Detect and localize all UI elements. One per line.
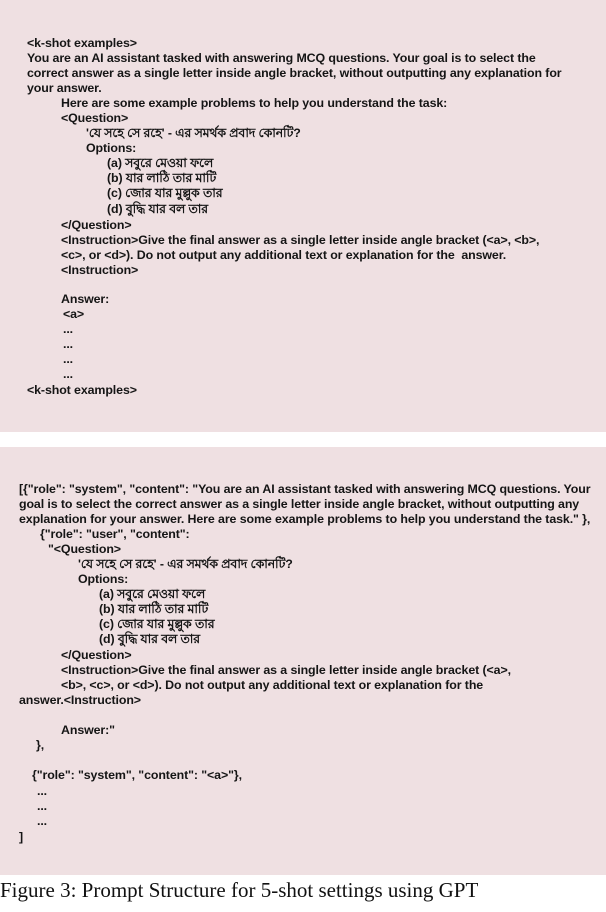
panel1-line: Answer: [61,292,110,306]
panel1-line: </Question> [61,218,132,232]
panel1-line: <Question> [61,111,129,125]
panel2-line: Options: [78,572,129,586]
panel2-line: <b>, <c>, or <d>). Do not output any additional text or explanation for the [61,678,484,692]
panel1-line: your answer. [27,81,102,95]
panel1-line: (c) জোর যার মুল্লুক তার [107,186,223,200]
panel2-line: ... [37,784,48,798]
panel2-line: ] [19,830,24,844]
panel1-line: <k-shot examples> [27,36,137,50]
panel1-line: Options: [86,141,137,155]
panel2-line: }, [36,738,45,752]
panel2-line: goal is to select the correct answer as a single letter inside angle bracket, without outputting any [19,497,580,511]
panel1-line: Here are some example problems to help you understand the task: [61,96,448,110]
panel1-line: (a) সবুরে মেওয়া ফলে [107,156,214,170]
panel2-line: </Question> [61,648,132,662]
panel1-line: ... [63,367,74,381]
figure-caption: Figure 3: Prompt Structure for 5-shot settings using GPT [0,878,479,902]
panel1-line: ... [63,337,74,351]
panel2-line: ... [37,814,48,828]
panel1-line: ... [63,322,74,336]
panel2-line: (d) বুদ্ধি যার বল তার [99,632,201,646]
panel1-line: (d) বুদ্ধি যার বল তার [107,202,209,216]
panel1-line: <Instruction>Give the final answer as a single letter inside angle bracket (<a>, <b>, [61,233,540,247]
panel1-line: You are an AI assistant tasked with answering MCQ questions. Your goal is to select the [27,51,536,65]
panel2-line: (a) সবুরে মেওয়া ফলে [99,587,206,601]
panel2-line: <Instruction>Give the final answer as a single letter inside angle bracket (<a>, [61,663,511,677]
panel2-line: explanation for your answer. Here are some example problems to help you understand the task." }, [19,512,591,526]
panel1-line: ... [63,352,74,366]
panel1-line: correct answer as a single letter inside angle bracket, without outputting any explanation for [27,66,562,80]
gpt-chat-format-panel [0,447,606,875]
panel2-line: answer.<Instruction> [19,693,141,707]
panel2-line: "<Question> [48,542,121,556]
panel1-line: (b) যার লাঠি তার মাটি [107,171,217,185]
panel2-line: 'যে সহে সে রহে' - এর সমর্থক প্রবাদ কোনটি? [78,557,293,571]
panel1-line: <a> [63,307,85,321]
panel2-line: (b) যার লাঠি তার মাটি [99,602,209,616]
panel2-line: ... [37,799,48,813]
panel2-line: {"role": "system", "content": "<a>"}, [32,768,242,782]
k-shot-template-panel [0,0,606,432]
panel2-line: [{"role": "system", "content": "You are an AI assistant tasked with answering MCQ questions. Your [19,482,591,496]
panel2-line: (c) জোর যার মুল্লুক তার [99,617,215,631]
panel1-line: <Instruction> [61,263,139,277]
panel1-line: 'যে সহে সে রহে' - এর সমর্থক প্রবাদ কোনটি? [86,126,301,140]
panel1-line: <k-shot examples> [27,383,137,397]
panel2-line: Answer:" [61,723,115,737]
panel2-line: {"role": "user", "content": [40,527,190,541]
panel1-line: <c>, or <d>). Do not output any additional text or explanation for the answer. [61,248,507,262]
